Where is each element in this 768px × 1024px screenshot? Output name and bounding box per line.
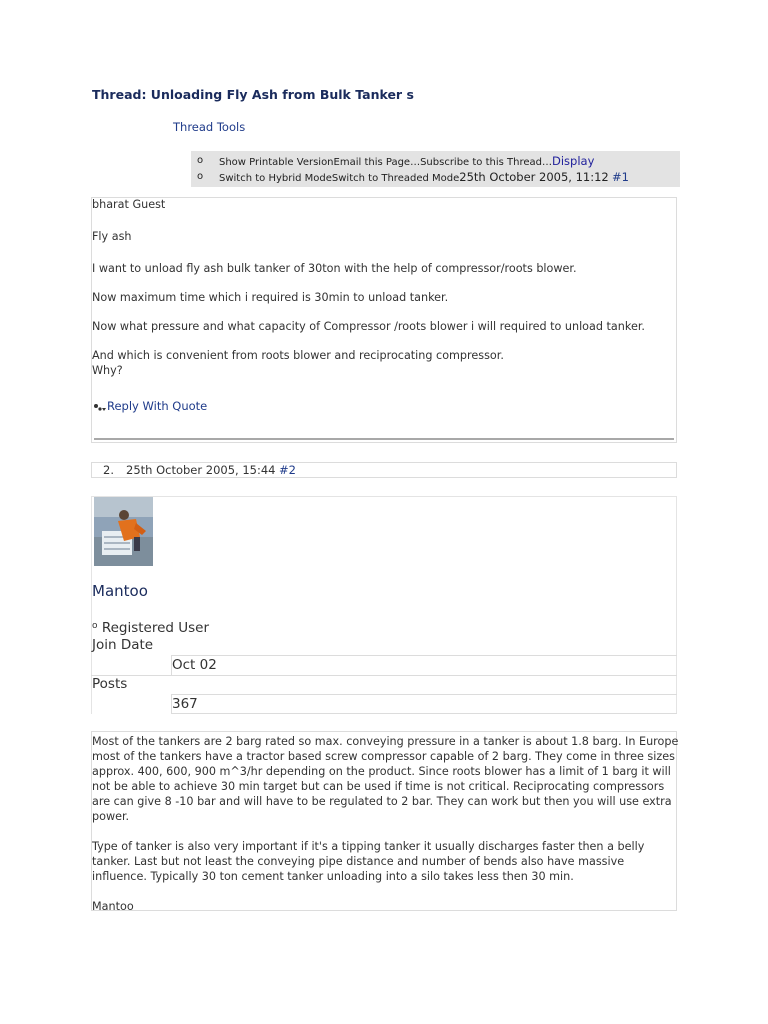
reply-with-quote-button[interactable] (93, 399, 207, 413)
posts-value: 367 (172, 696, 198, 712)
post-date: 25th October 2005, 15:44 (126, 463, 276, 477)
post-index: 2. (103, 463, 114, 477)
bullet-icon: o (197, 155, 204, 166)
join-date-value: Oct 02 (172, 657, 217, 673)
post-paragraph: Most of the tankers are 2 barg rated so max. conveying pressure in a tanker is about 1.8 barg. In Europe most of the tankers have a tractor based screw compressor capable of 2 barg. They come in three sizes approx. 400, 600, 900 m^3/hr depending on the product. Since roots blower has a limit of 1 barg it will not be able to achieve 30 min target but can be used if time is not critical. Reciprocating compressors are can give 8 -10 bar and will have to be regulated to 2 bar. They can work but then you will use extra power. (92, 735, 679, 823)
divider (171, 713, 677, 714)
thread-tools-link[interactable]: Thread Tools (173, 120, 246, 134)
thread-tools-menu (191, 151, 680, 187)
reply-label: Reply With Quote (107, 399, 208, 413)
divider (171, 694, 172, 713)
bullet-icon: o (197, 171, 204, 182)
post-line: Now what pressure and what capacity of Compressor /roots blower i will required to unload tanker. (92, 320, 645, 333)
bullet-icon: o (92, 621, 98, 631)
post-signature: Mantoo (92, 900, 134, 913)
divider (171, 694, 677, 695)
posts-label: Posts (92, 676, 128, 692)
post-number-link[interactable]: #2 (279, 463, 296, 477)
role-label: Registered User (101, 620, 210, 636)
post-author: bharat Guest (92, 198, 166, 211)
divider (91, 675, 677, 676)
post-date: 25th October 2005, 11:12 (459, 170, 609, 184)
user-info-box (91, 496, 677, 714)
post-subject: Fly ash (92, 230, 132, 243)
post-line: Why? (92, 364, 123, 377)
thread-title: Thread: Unloading Fly Ash from Bulk Tanker s (92, 87, 414, 102)
post-line: And which is convenient from roots blower and reciprocating compressor. (92, 349, 504, 362)
divider (171, 655, 172, 675)
join-date-label: Join Date (92, 637, 154, 653)
post-2-header (91, 462, 677, 478)
user-role (92, 620, 209, 636)
post-number-link[interactable]: #1 (611, 170, 629, 184)
post-2-body (92, 734, 682, 929)
post-line: I want to unload fly ash bulk tanker of 30ton with the help of compressor/roots blower. (92, 262, 577, 275)
post-line: Now maximum time which i required is 30min to unload tanker. (92, 291, 449, 304)
display-link[interactable]: Display (552, 154, 595, 168)
quote-icon (93, 402, 107, 412)
menu-actions-text[interactable]: Show Printable VersionEmail this Page…Subscribe to this Thread… (219, 157, 552, 168)
username-link[interactable]: Mantoo (92, 582, 148, 600)
divider (171, 655, 677, 656)
divider (94, 438, 674, 440)
mode-switch-text[interactable]: Switch to Hybrid ModeSwitch to Threaded Mode (219, 173, 460, 184)
avatar[interactable] (94, 497, 153, 566)
post-paragraph: Type of tanker is also very important if it's a tipping tanker it usually discharges faster then a belly tanker. Last but not least the conveying pipe distance and number of bends also have massive influence. Typically 30 ton cement tanker unloading into a silo takes less then 30 min. (92, 840, 645, 883)
